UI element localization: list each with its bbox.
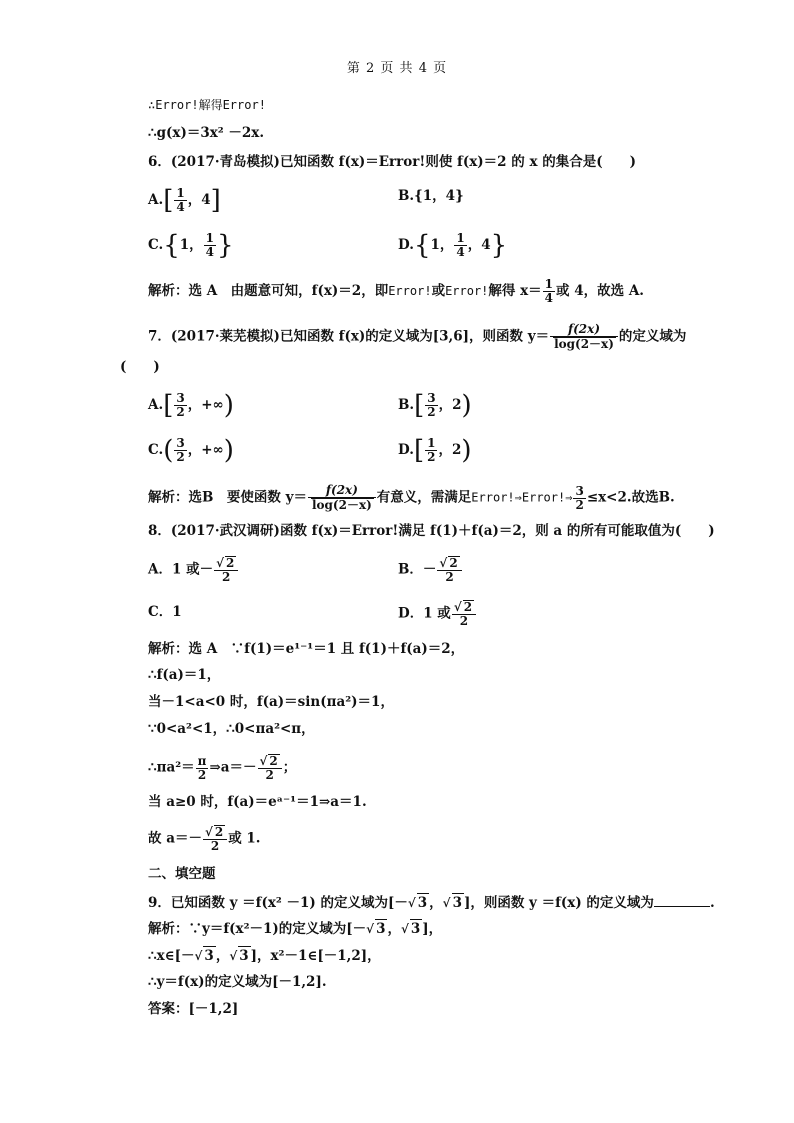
q6-option-a: A.[ $\frac{1}{4}$ ，4] xyxy=(148,185,221,216)
q6-option-d: D.{1， $\frac{1}{4}$ ，4} xyxy=(398,230,508,261)
q6-option-c: C.{1， $\frac{1}{4}$ } xyxy=(148,230,234,261)
question-9: 9．已知函数 y ＝f(x² －1) 的定义域为[－√ 3 ，√ 3 ]，则函数 y ＝f(x) 的定义域为 . xyxy=(148,895,715,911)
q8-option-a: A．1 或－ $\frac{√ 2}{2}$ xyxy=(148,556,239,584)
q8-solution-6: 当 a≥0 时，f(a)＝eᵃ⁻¹＝1⇒a＝1. xyxy=(148,794,367,810)
q9-answer: 答案：[－1,2] xyxy=(148,1001,239,1017)
q8-solution-7: 故 a＝－ $\frac{√ 2}{2}$ 或 1. xyxy=(148,825,261,853)
q8-solution-5: ∴πa²＝ $\frac{\pi}{2}$ ⇒a＝－ $\frac{√ 2}{2}$ ； xyxy=(148,753,297,782)
q6-solution: 解析：选 A 由题意可知，f(x)＝2，即Error!或Error!解得 x＝ $\frac{1}{4}$ 或 4，故选 A. xyxy=(148,277,644,305)
q9-solution-3: ∴y＝f(x)的定义域为[－1,2]. xyxy=(148,974,327,990)
q7-option-d: D.[ $\frac{1}{2}$ ，2) xyxy=(398,435,472,466)
q8-solution-2: ∴f(a)＝1， xyxy=(148,667,221,683)
q7-option-c: C.( $\frac{3}{2}$ ，+∞) xyxy=(148,435,234,466)
q9-solution-2: ∴x∈[－√ 3 ，√ 3 ]，x²－1∈[－1,2]， xyxy=(148,948,381,964)
q6-option-b: B.{1，4} xyxy=(398,188,464,204)
page-header: 第 2 页 共 4 页 xyxy=(346,61,448,76)
q8-option-c: C．1 xyxy=(148,604,182,620)
q7-option-a: A.[ $\frac{3}{2}$ ，+∞) xyxy=(148,390,234,421)
q9-solution-1: 解析：∵y＝f(x²－1)的定义域为[－√ 3 ，√ 3 ]， xyxy=(148,921,443,937)
question-8: 8．(2017·武汉调研)函数 f(x)＝Error!满足 f(1)＋f(a)＝2，则 a 的所有可能取值为( ) xyxy=(148,523,715,539)
q8-solution-4: ∵0<a²<1，∴0<πa²<π， xyxy=(148,721,315,737)
answer-blank xyxy=(654,894,710,907)
question-6: 6．(2017·青岛模拟)已知函数 f(x)＝Error!则使 f(x)＝2 的 x 的集合是( ) xyxy=(148,154,636,170)
q8-option-d: D．1 或 $\frac{√ 2}{2}$ xyxy=(398,600,477,628)
q8-solution-1: 解析：选 A ∵f(1)＝e¹⁻¹＝1 且 f(1)＋f(a)＝2， xyxy=(148,641,465,657)
q8-option-b: B．－ $\frac{√ 2}{2}$ xyxy=(398,556,463,584)
line-error-solve: ∴Error!解得Error! xyxy=(148,98,266,112)
q7-option-b: B.[ $\frac{3}{2}$ ，2) xyxy=(398,390,472,421)
question-7: 7．(2017·莱芜模拟)已知函数 f(x)的定义域为[3,6]，则函数 y＝ $\frac{f(2x)}{\log(2-x)}$ 的定义域为 xyxy=(148,322,687,351)
q8-solution-3: 当－1<a<0 时，f(a)＝sin(πa²)＝1， xyxy=(148,694,394,710)
line-g-result: ∴g(x)＝3x² －2x. xyxy=(148,125,265,141)
section-title-fill-blank: 二、填空题 xyxy=(148,866,216,882)
q7-paren: ( ) xyxy=(120,359,160,375)
q7-solution: 解析：选B 要使函数 y＝ $\frac{f(2x)}{\log(2-x)}$ 有意义，需满足Error!⇒Error!⇒ $\frac{3}{2}$ ≤x<2.故选B. xyxy=(148,483,675,512)
